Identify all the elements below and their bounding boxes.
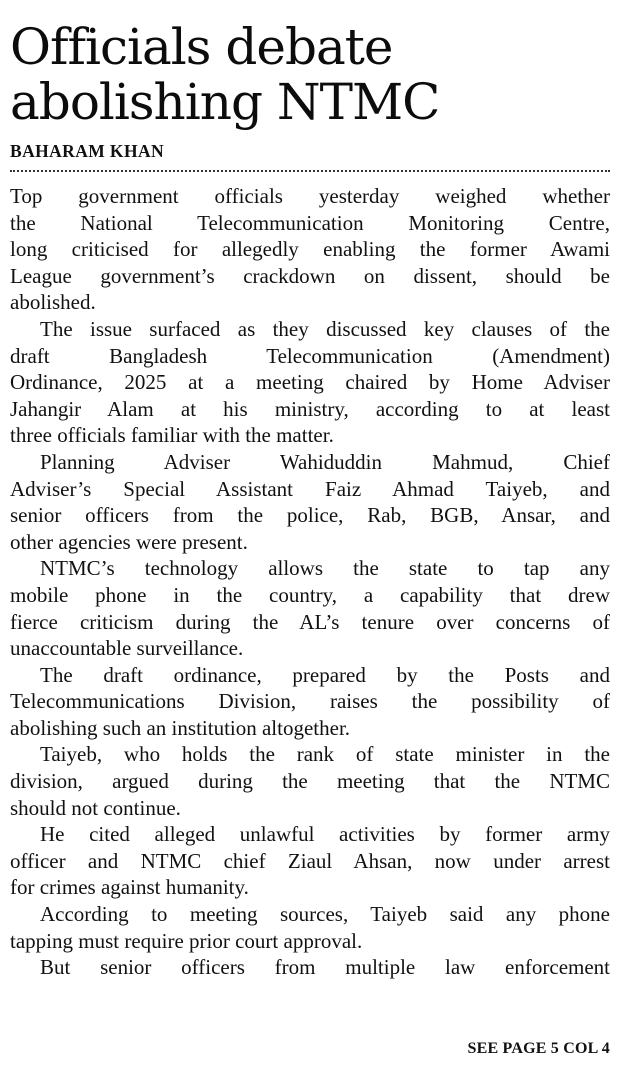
text-line: mobile phone in the country, a capability that drew <box>10 582 610 607</box>
text-line: three officials familiar with the matter. <box>10 423 334 448</box>
text-line: long criticised for allegedly enabling the former Awami <box>10 237 610 262</box>
article-paragraph <box>10 316 610 449</box>
text-line: fierce criticism during the AL’s tenure over concerns of <box>10 609 610 634</box>
text-line: officer and NTMC chief Ziaul Ahsan, now under arrest <box>10 848 610 873</box>
article-paragraph <box>10 662 610 742</box>
text-line: unaccountable surveillance. <box>10 636 244 661</box>
text-line: abolishing such an institution altogether. <box>10 715 351 740</box>
text-line: for crimes against humanity. <box>10 875 249 900</box>
article-paragraph <box>10 555 610 661</box>
article-paragraph <box>10 183 610 316</box>
text-line: The issue surfaced as they discussed key clauses of the <box>40 316 610 341</box>
text-line: senior officers from the police, Rab, BGB, Ansar, and <box>10 503 610 528</box>
headline-line: Officials debate <box>10 18 393 76</box>
byline: BAHARAM KHAN <box>10 141 165 161</box>
dotted-divider <box>10 170 610 172</box>
text-line: the National Telecommunication Monitoring Centre, <box>10 210 610 235</box>
text-line: According to meeting sources, Taiyeb said any phone <box>40 902 610 927</box>
headline <box>10 20 610 130</box>
text-line: division, argued during the meeting that the NTMC <box>10 769 610 794</box>
text-line: Planning Adviser Wahiduddin Mahmud, Chief <box>40 449 610 474</box>
text-line: other agencies were present. <box>10 529 248 554</box>
text-line: Adviser’s Special Assistant Faiz Ahmad Taiyeb, and <box>10 476 610 501</box>
text-line: Telecommunications Division, raises the possibility of <box>10 689 610 714</box>
text-line: Jahangir Alam at his ministry, according to at least <box>10 396 610 421</box>
text-line: should not continue. <box>10 795 181 820</box>
article-body <box>10 183 610 981</box>
article-paragraph <box>10 449 610 555</box>
text-line: Top government officials yesterday weighed whether <box>10 184 610 208</box>
text-line: The draft ordinance, prepared by the Posts and <box>40 662 610 687</box>
headline-line: abolishing NTMC <box>10 73 440 131</box>
text-line: But senior officers from multiple law enforcement <box>40 955 610 980</box>
text-line: tapping must require prior court approval. <box>10 928 363 953</box>
article-paragraph <box>10 954 610 981</box>
text-line: abolished. <box>10 290 96 315</box>
text-line: League government’s crackdown on dissent, should be <box>10 263 610 288</box>
text-line: draft Bangladesh Telecommunication (Amendment) <box>10 343 610 368</box>
article-paragraph <box>10 901 610 954</box>
text-line: NTMC’s technology allows the state to tap any <box>40 556 610 581</box>
jump-line[interactable]: SEE PAGE 5 COL 4 <box>467 1040 610 1057</box>
text-line: Taiyeb, who holds the rank of state minister in the <box>40 742 610 767</box>
article-paragraph <box>10 821 610 901</box>
text-line: Ordinance, 2025 at a meeting chaired by Home Adviser <box>10 370 610 395</box>
article-paragraph <box>10 741 610 821</box>
text-line: He cited alleged unlawful activities by former army <box>40 822 610 847</box>
